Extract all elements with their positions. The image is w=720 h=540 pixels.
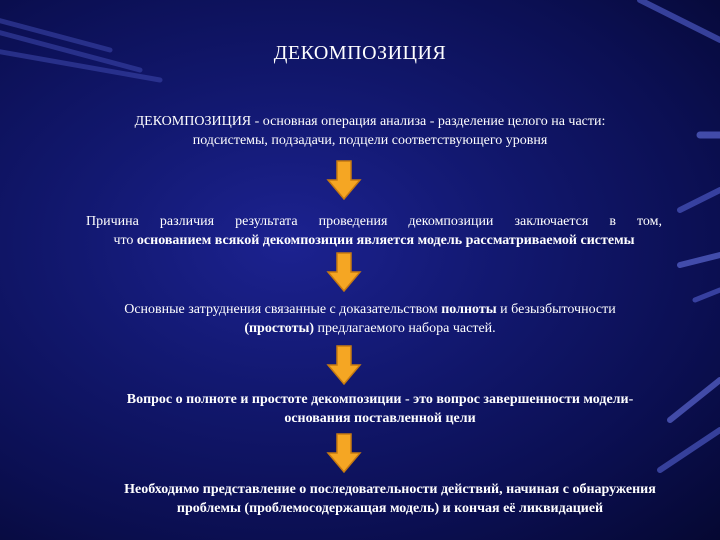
- text-block-1: [70, 112, 670, 150]
- text-block-3-line-1: [70, 300, 670, 319]
- text-block-3-line-1-mid: и безызбыточности: [496, 302, 616, 317]
- down-arrow-icon: [326, 345, 362, 385]
- text-block-3-line-2-bold: (простоты): [244, 321, 315, 336]
- down-arrow-icon: [326, 160, 362, 200]
- text-block-3-line-2: [70, 319, 670, 338]
- down-arrow-icon: [326, 433, 362, 473]
- text-block-5-line-1: Необходимо представление о последовательности действий, начиная с обнаружения: [124, 482, 656, 497]
- text-block-3-line-1-bold: полноты: [441, 302, 497, 317]
- text-block-2-line-2-plain: что: [113, 233, 137, 248]
- text-block-5-line-2: проблемы (проблемосодержащая модель) и кончая её ликвидацией: [176, 501, 604, 516]
- down-arrow-icon: [326, 252, 362, 292]
- text-block-1-line-1: ДЕКОМПОЗИЦИЯ - основная операция анализа - разделение целого на части:: [134, 114, 606, 129]
- text-block-2-line-1: Причина различия результата проведения декомпозиции заключается в том,: [86, 214, 662, 229]
- slide-title: ДЕКОМПОЗИЦИЯ: [273, 42, 447, 64]
- text-block-4-line-2: основания поставленной цели: [284, 411, 476, 426]
- text-block-2-line-2: [78, 231, 670, 250]
- text-block-3-line-2-plain: предлагаемого набора частей.: [314, 321, 496, 336]
- text-block-4: [70, 390, 690, 428]
- text-block-2: [78, 212, 670, 250]
- background-streaks-right-svg: [600, 0, 720, 540]
- text-block-4-line-1: Вопрос о полноте и простоте декомпозиции - это вопрос завершенности модели-: [126, 392, 634, 407]
- text-block-5: [60, 480, 720, 518]
- text-block-3: [70, 300, 670, 338]
- text-block-3-line-1-plain: Основные затруднения связанные с доказательством: [124, 302, 442, 317]
- text-block-1-line-2: подсистемы, подзадачи, подцели соответствующего уровня: [192, 133, 548, 148]
- text-block-2-line-2-bold: основанием всякой декомпозиции является модель рассматриваемой системы: [136, 233, 635, 248]
